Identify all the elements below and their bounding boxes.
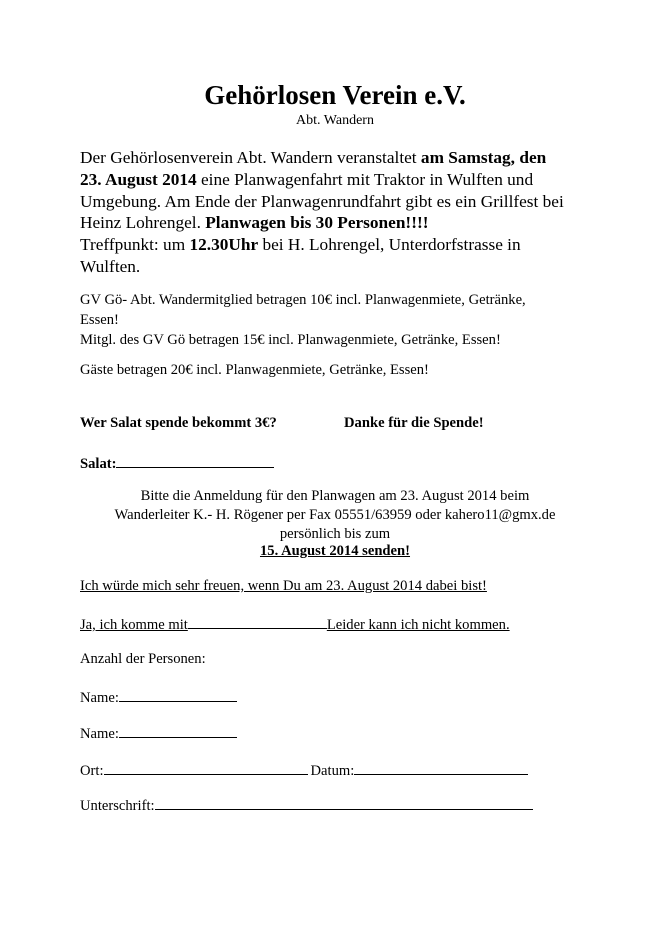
meeting-point-text: Treffpunkt: um [80, 235, 190, 255]
intro-date-bold: am Samstag, den [420, 148, 547, 167]
name-input-line[interactable] [119, 723, 237, 738]
salad-input-line[interactable] [116, 453, 274, 468]
name-input-line[interactable] [119, 687, 237, 702]
registration-deadline: 15. August 2014 senden! [259, 543, 411, 559]
persons-label: Anzahl der Personen: [80, 651, 206, 667]
page-subtitle: Abt. Wandern [296, 113, 374, 128]
place-label: Ort: [80, 763, 104, 779]
meeting-point-text: bei H. Lohrengel, Unterdorfstrasse in [258, 235, 521, 255]
fee-member-line-2: Essen! [80, 312, 119, 328]
name-field-1[interactable] [80, 687, 237, 707]
intro-text: Heinz Lohrengel. [80, 213, 206, 233]
name-field-2[interactable] [80, 723, 237, 743]
attend-no-option[interactable]: Leider kann ich nicht kommen. [326, 617, 510, 633]
registration-line-2: Wanderleiter K.- H. Rögener per Fax 05551/63959 oder kahero11@gmx.de [114, 507, 556, 523]
signature-field[interactable] [80, 795, 533, 815]
place-date-row[interactable] [80, 760, 528, 780]
intro-text: eine Planwagenfahrt mit Traktor in Wulften und [196, 169, 534, 189]
date-label: Datum: [310, 763, 355, 779]
place-input-line[interactable] [104, 760, 308, 775]
salad-label: Salat: [80, 456, 117, 472]
registration-line-1: Bitte die Anmeldung für den Planwagen am 23. August 2014 beim [140, 488, 530, 504]
capacity-bold: Planwagen bis 30 Personen!!!! [205, 213, 429, 233]
intro-text: Der Gehörlosenverein Abt. Wandern veranstaltet [80, 148, 421, 167]
intro-paragraph [80, 147, 600, 278]
salad-donation-text: Wer Salat spende bekommt 3€? [80, 415, 277, 431]
name-label: Name: [80, 726, 119, 742]
fee-gv-line: Mitgl. des GV Gö betragen 15€ incl. Planwagenmiete, Getränke, Essen! [80, 332, 501, 348]
page-title: Gehörlosen Verein e.V. [204, 80, 466, 110]
attend-line [188, 614, 327, 629]
fee-list [80, 290, 600, 350]
joy-statement: Ich würde mich sehr freuen, wenn Du am 23. August 2014 dabei bist! [80, 578, 487, 594]
thanks-text: Danke für die Spende! [344, 415, 484, 431]
meeting-point-text: Wulften. [80, 256, 141, 276]
fee-guest-line: Gäste betragen 20€ incl. Planwagenmiete, Getränke, Essen! [80, 362, 429, 378]
date-input-line[interactable] [354, 760, 528, 775]
fee-member-line: GV Gö- Abt. Wandermitglied betragen 10€ incl. Planwagenmiete, Getränke, [80, 292, 526, 308]
name-label: Name: [80, 690, 119, 706]
salad-field[interactable] [80, 453, 274, 473]
signature-label: Unterschrift: [80, 798, 155, 814]
signature-input-line[interactable] [155, 795, 533, 810]
intro-text: Umgebung. Am Ende der Planwagenrundfahrt gibt es ein Grillfest bei [80, 191, 564, 211]
attendance-row[interactable] [80, 614, 510, 634]
registration-line-3: persönlich bis zum [279, 526, 391, 542]
attend-yes-option[interactable]: Ja, ich komme mit [80, 617, 188, 633]
meeting-time-bold: 12.30Uhr [189, 235, 259, 255]
intro-date-bold-2: 23. August 2014 [80, 169, 197, 189]
